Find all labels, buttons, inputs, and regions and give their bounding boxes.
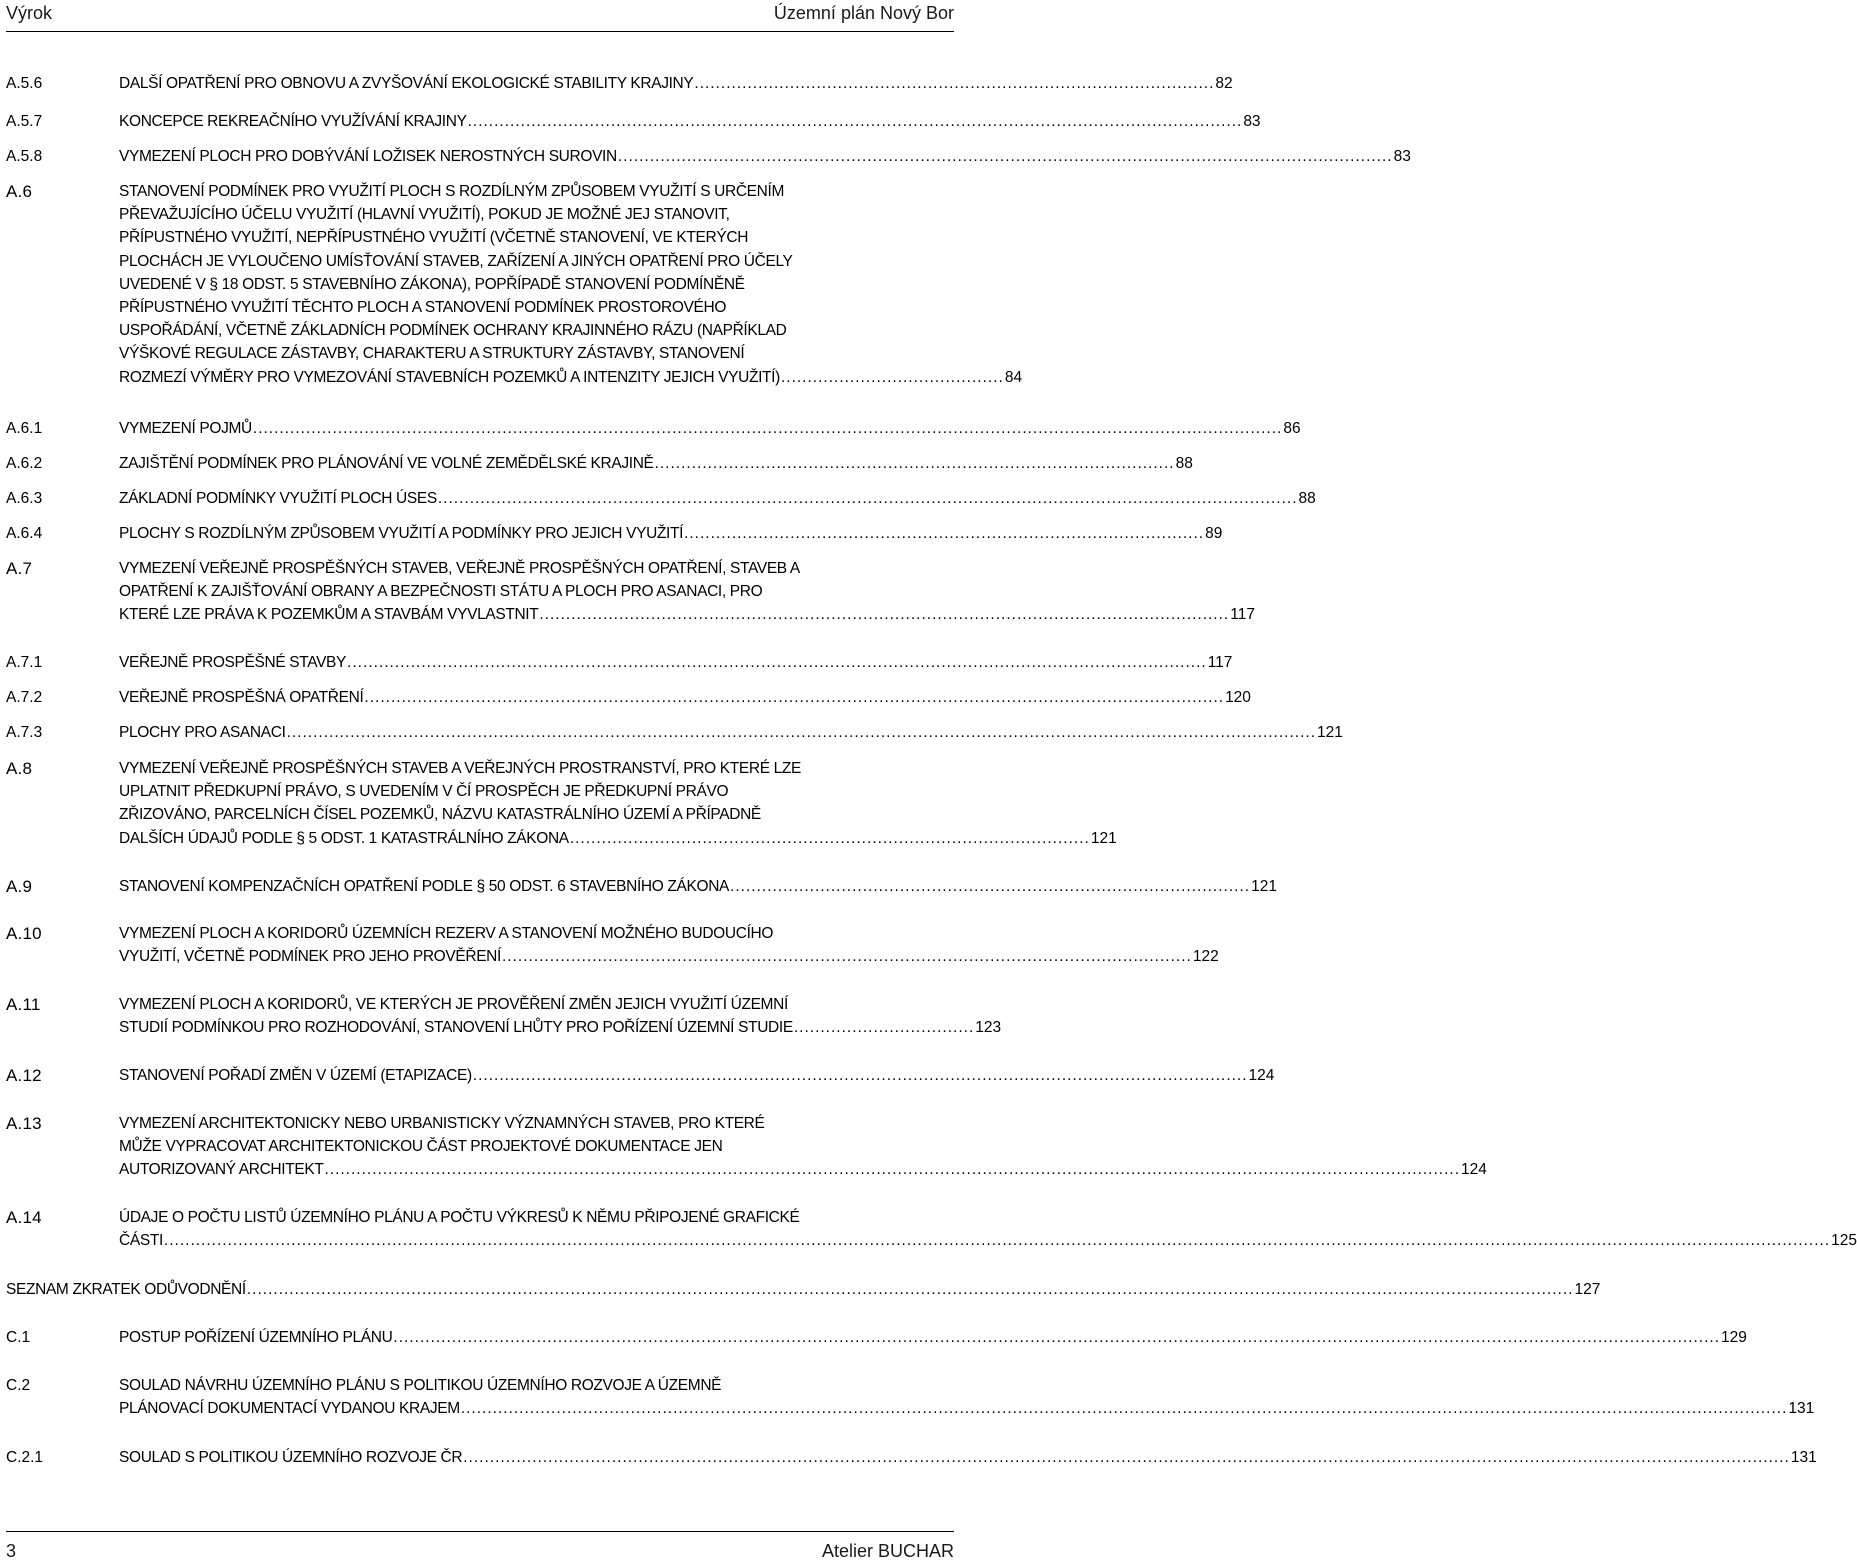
toc-number: A.11 (6, 995, 41, 1014)
toc-title: AUTORIZOVANÝ ARCHITEKT (119, 1161, 324, 1179)
toc-title: VEŘEJNĚ PROSPĚŠNÁ OPATŘENÍ (119, 689, 364, 706)
footer-divider (6, 1531, 954, 1532)
toc-page: 117 (1207, 654, 1233, 671)
toc-page: 123 (975, 1019, 1002, 1037)
toc-number: A.5.8 (6, 148, 43, 165)
toc-page: 124 (1461, 1161, 1487, 1179)
toc-title: DALŠÍ OPATŘENÍ PRO OBNOVU A ZVYŠOVÁNÍ EKOLOGICKÉ STABILITY KRAJINY (119, 75, 694, 92)
toc-title-line: USPOŘÁDÁNÍ, VČETNĚ ZÁKLADNÍCH PODMÍNEK OCHRANY KRAJINNÉHO RÁZU (NAPŘÍKLAD (119, 322, 787, 340)
toc-title-line: VÝŠKOVÉ REGULACE ZÁSTAVBY, CHARAKTERU A STRUKTURY ZÁSTAVBY, STANOVENÍ (119, 345, 745, 363)
toc-title: ZAJIŠTĚNÍ PODMÍNEK PRO PLÁNOVÁNÍ VE VOLNÉ ZEMĚDĚLSKÉ KRAJINĚ (119, 455, 654, 472)
header-document-title: Územní plán Nový Bor (773, 3, 954, 23)
toc-title-line: OPATŘENÍ K ZAJIŠŤOVÁNÍ OBRANY A BEZPEČNOSTI STÁTU A PLOCH PRO ASANACI, PRO (119, 583, 763, 601)
toc-page: 127 (1574, 1281, 1601, 1298)
toc-number: A.7 (6, 559, 33, 578)
toc-number: A.13 (6, 1114, 42, 1133)
toc-page: 83 (1393, 148, 1411, 165)
toc-page: 117 (1230, 606, 1255, 624)
toc-page: 122 (1192, 948, 1219, 966)
toc-title: STANOVENÍ KOMPENZAČNÍCH OPATŘENÍ PODLE § 50 ODST. 6 STAVEBNÍHO ZÁKONA (119, 878, 730, 895)
toc-title: VYUŽITÍ, VČETNĚ PODMÍNEK PRO JEHO PROVĚŘENÍ (119, 948, 501, 966)
toc-title-line: UVEDENÉ V § 18 ODST. 5 STAVEBNÍHO ZÁKONA), POPŘÍPADĚ STANOVENÍ PODMÍNĚNĚ (119, 275, 745, 293)
toc-page: 89 (1205, 525, 1223, 542)
toc-number: A.6.4 (6, 525, 43, 542)
toc-title-line: VYMEZENÍ PLOCH A KORIDORŮ ÚZEMNÍCH REZERV A STANOVENÍ MOŽNÉHO BUDOUCÍHO (119, 925, 774, 942)
footer-page-number: 3 (6, 1541, 17, 1561)
toc-number: A.10 (6, 924, 42, 943)
toc-title: PLOCHY PRO ASANACI (119, 724, 286, 741)
footer-author: Atelier BUCHAR (821, 1541, 954, 1561)
toc-page: 86 (1283, 420, 1301, 437)
toc-number: A.9 (6, 877, 33, 896)
toc-page: 121 (1090, 829, 1117, 847)
toc-number: A.7.1 (6, 654, 43, 671)
toc-title-line: ÚDAJE O POČTU LISTŮ ÚZEMNÍHO PLÁNU A POČTU VÝKRESŮ K NĚMU PŘIPOJENÉ GRAFICKÉ (119, 1209, 800, 1226)
toc-title-line: PLOCHÁCH JE VYLOUČENO UMÍSŤOVÁNÍ STAVEB, ZAŘÍZENÍ A JINÝCH OPATŘENÍ PRO ÚČELY (119, 252, 793, 270)
toc-title: VEŘEJNĚ PROSPĚŠNÉ STAVBY (119, 654, 347, 671)
toc-page: 120 (1225, 689, 1251, 706)
toc-page: 88 (1298, 490, 1316, 507)
toc-title-line: VYMEZENÍ ARCHITEKTONICKY NEBO URBANISTICKY VÝZNAMNÝCH STAVEB, PRO KTERÉ (119, 1115, 765, 1132)
toc-title: SOULAD S POLITIKOU ÚZEMNÍHO ROZVOJE ČR (119, 1449, 463, 1466)
toc-number: A.6.3 (6, 490, 43, 507)
toc-title: KONCEPCE REKREAČNÍHO VYUŽÍVÁNÍ KRAJINY (119, 113, 467, 130)
toc-title: ROZMEZÍ VÝMĚRY PRO VYMEZOVÁNÍ STAVEBNÍCH POZEMKŮ A INTENZITY JEJICH VYUŽITÍ) (119, 368, 780, 386)
toc-number: A.7.2 (6, 689, 43, 706)
toc-title: KTERÉ LZE PRÁVA K POZEMKŮM A STAVBÁM VYVLASTNIT (119, 606, 539, 624)
toc-title-line: UPLATNIT PŘEDKUPNÍ PRÁVO, S UVEDENÍM V ČÍ PROSPĚCH JE PŘEDKUPNÍ PRÁVO (119, 783, 729, 801)
toc-title: SEZNAM ZKRATEK ODŮVODNĚNÍ (6, 1281, 246, 1298)
toc-number: C.2.1 (6, 1449, 44, 1466)
toc-number: A.14 (6, 1208, 42, 1227)
toc-number: C.2 (6, 1377, 31, 1394)
toc-title-line: VYMEZENÍ PLOCH A KORIDORŮ, VE KTERÝCH JE PROVĚŘENÍ ZMĚN JEJICH VYUŽITÍ ÚZEMNÍ (119, 996, 788, 1013)
toc-page: 84 (1004, 368, 1023, 386)
toc-title: STUDIÍ PODMÍNKOU PRO ROZHODOVÁNÍ, STANOVENÍ LHŮTY PRO POŘÍZENÍ ÚZEMNÍ STUDIE (119, 1019, 793, 1037)
toc-number: A.12 (6, 1066, 42, 1085)
header-document-part: Výrok (6, 3, 53, 23)
toc-number: A.6.2 (6, 455, 43, 472)
toc-number: A.6 (6, 182, 33, 201)
toc-number: C.1 (6, 1329, 31, 1346)
toc-number: A.5.7 (6, 113, 43, 130)
toc-page: 121 (1251, 878, 1277, 895)
page-footer (6, 1541, 954, 1563)
table-of-contents: A.5.6 DALŠÍ OPATŘENÍ PRO OBNOVU A ZVYŠOVÁNÍ EKOLOGICKÉ STABILITY KRAJINY .................................................................................................. 82 A.5.7 KONCEPCE REKREAČNÍHO VYUŽÍVÁNÍ KRAJINY .................................................................................................................................................. 83 A.5.8 VYMEZENÍ PLOCH PRO DOBÝVÁNÍ LOŽISEK NEROSTNÝCH SUROVIN .................................................................................................................................................. 83 A.6 STANOVENÍ PODMÍNEK PRO VYUŽITÍ PLOCH S ROZDÍLNÝM ZPŮSOBEM VYUŽITÍ S URČENÍM PŘEVAŽUJÍCÍHO ÚČELU VYUŽITÍ (HLAVNÍ VYUŽITÍ), POKUD JE MOŽNÉ JEJ STANOVIT, PŘÍPUSTNÉHO VYUŽITÍ, NEPŘÍPUSTNÉHO VYUŽITÍ (VČETNĚ STANOVENÍ, VE KTERÝCH PLOCHÁCH JE VYLOUČENO UMÍSŤOVÁNÍ STAVEB, ZAŘÍZENÍ A JINÝCH OPATŘENÍ PRO ÚČELY UVEDENÉ V § 18 ODST. 5 STAVEBNÍHO ZÁKONA), POPŘÍPADĚ STANOVENÍ PODMÍNĚNĚ PŘÍPUSTNÉHO VYUŽITÍ TĚCHTO PLOCH A STANOVENÍ PODMÍNEK PROSTOROVÉHO USPOŘÁDÁNÍ, VČETNĚ ZÁKLADNÍCH PODMÍNEK OCHRANY KRAJINNÉHO RÁZU (NAPŘÍKLAD VÝŠKOVÉ REGULACE ZÁSTAVBY, CHARAKTERU A STRUKTURY ZÁSTAVBY, STANOVENÍ ROZMEZÍ VÝMĚRY PRO VYMEZOVÁNÍ STAVEBNÍCH POZEMKŮ A INTENZITY JEJICH VYUŽITÍ) .......................................... 84 A.6.1 VYMEZENÍ POJMŮ .................................................................................................................................................................................................. 86 A.6.2 ZAJIŠTĚNÍ PODMÍNEK PRO PLÁNOVÁNÍ VE VOLNÉ ZEMĚDĚLSKÉ KRAJINĚ .................................................................................................. 88 A.6.3 ZÁKLADNÍ PODMÍNKY VYUŽITÍ PLOCH ÚSES .................................................................................................................................................................. 88 A.6.4 PLOCHY S ROZDÍLNÝM ZPŮSOBEM VYUŽITÍ A PODMÍNKY PRO JEJICH VYUŽITÍ .................................................................................................. 89 A.7 VYMEZENÍ VEŘEJNĚ PROSPĚŠNÝCH STAVEB, VEŘEJNĚ PROSPĚŠNÝCH OPATŘENÍ, STAVEB A OPATŘENÍ K ZAJIŠŤOVÁNÍ OBRANY A BEZPEČNOSTI STÁTU A PLOCH PRO ASANACI, PRO KTERÉ LZE PRÁVA K POZEMKŮM A STAVBÁM VYVLASTNIT .................................................................................................................................. 117 A.7.1 VEŘEJNĚ PROSPĚŠNÉ STAVBY .................................................................................................................................................................. 117 A.7.2 VEŘEJNĚ PROSPĚŠNÁ OPATŘENÍ .................................................................................................................................................................. 120 A.7.3 PLOCHY PRO ASANACI .................................................................................................................................................................................................. 121 A.8 VYMEZENÍ VEŘEJNĚ PROSPĚŠNÝCH STAVEB A VEŘEJNÝCH PROSTRANSTVÍ, PRO KTERÉ LZE UPLATNIT PŘEDKUPNÍ PRÁVO, S UVEDENÍM V ČÍ PROSPĚCH JE PŘEDKUPNÍ PRÁVO ZŘIZOVÁNO, PARCELNÍCH ČÍSEL POZEMKŮ, NÁZVU KATASTRÁLNÍHO ÚZEMÍ A PŘÍPADNĚ DALŠÍCH ÚDAJŮ PODLE § 5 ODST. 1 KATASTRÁLNÍHO ZÁKONA .................................................................................................. 121 A.9 STANOVENÍ KOMPENZAČNÍCH OPATŘENÍ PODLE § 50 ODST. 6 STAVEBNÍHO ZÁKONA .................................................................................................. 121 A.10 VYMEZENÍ PLOCH A KORIDORŮ ÚZEMNÍCH REZERV A STANOVENÍ MOŽNÉHO BUDOUCÍHO VYUŽITÍ, VČETNĚ PODMÍNEK PRO JEHO PROVĚŘENÍ .................................................................................................................................. 122 A.11 VYMEZENÍ PLOCH A KORIDORŮ, VE KTERÝCH JE PROVĚŘENÍ ZMĚN JEJICH VYUŽITÍ ÚZEMNÍ STUDIÍ PODMÍNKOU PRO ROZHODOVÁNÍ, STANOVENÍ LHŮTY PRO POŘÍZENÍ ÚZEMNÍ STUDIE .................................. 123 A.12 STANOVENÍ POŘADÍ ZMĚN V ÚZEMÍ (ETAPIZACE) .................................................................................................................................................. 124 A.13 VYMEZENÍ ARCHITEKTONICKY NEBO URBANISTICKY VÝZNAMNÝCH STAVEB, PRO KTERÉ MŮŽE VYPRACOVAT ARCHITEKTONICKOU ČÁST PROJEKTOVÉ DOKUMENTACE JEN AUTORIZOVANÝ ARCHITEKT ...................................................................................................................................................................................................................... 124 A.14 ÚDAJE O POČTU LISTŮ ÚZEMNÍHO PLÁNU A POČTU VÝKRESŮ K NĚMU PŘIPOJENÉ GRAFICKÉ ČÁSTI .......................................................................................................................................................................................................................................................................................................................... 125 SEZNAM ZKRATEK ODŮVODNĚNÍ .......................................................................................................................................................................................................................................................... 127 C.1 POSTUP POŘÍZENÍ ÚZEMNÍHO PLÁNU .......................................................................................................................................................................................................................................................... 129 C.2 SOULAD NÁVRHU ÚZEMNÍHO PLÁNU S POLITIKOU ÚZEMNÍHO ROZVOJE A ÚZEMNĚ PLÁNOVACÍ DOKUMENTACÍ VYDANOU KRAJEM .......................................................................................................................................................................................................................................................... 131 C.2.1 SOULAD S POLITIKOU ÚZEMNÍHO ROZVOJE ČR .......................................................................................................................................................................................................................................................... 131 (0, 0, 960, 1565)
toc-number: A.7.3 (6, 724, 43, 741)
toc-title-line: STANOVENÍ PODMÍNEK PRO VYUŽITÍ PLOCH S ROZDÍLNÝM ZPŮSOBEM VYUŽITÍ S URČENÍM (119, 183, 785, 200)
toc-page: 129 (1721, 1329, 1747, 1346)
toc-title: STANOVENÍ POŘADÍ ZMĚN V ÚZEMÍ (ETAPIZACE) (119, 1067, 472, 1084)
toc-page: 83 (1243, 113, 1261, 130)
toc-title: VYMEZENÍ POJMŮ (119, 420, 252, 437)
toc-title-line: ZŘIZOVÁNO, PARCELNÍCH ČÍSEL POZEMKŮ, NÁZVU KATASTRÁLNÍHO ÚZEMÍ A PŘÍPADNĚ (119, 806, 761, 824)
toc-page: 125 (1831, 1232, 1857, 1250)
toc-page: 124 (1248, 1067, 1275, 1084)
toc-title-line: PŘÍPUSTNÉHO VYUŽITÍ TĚCHTO PLOCH A STANOVENÍ PODMÍNEK PROSTOROVÉHO (119, 299, 727, 317)
toc-title: ZÁKLADNÍ PODMÍNKY VYUŽITÍ PLOCH ÚSES (119, 490, 437, 507)
toc-title: POSTUP POŘÍZENÍ ÚZEMNÍHO PLÁNU (119, 1329, 393, 1346)
toc-number: A.8 (6, 759, 33, 778)
toc-title-line: VYMEZENÍ VEŘEJNĚ PROSPĚŠNÝCH STAVEB, VEŘEJNĚ PROSPĚŠNÝCH OPATŘENÍ, STAVEB A (119, 560, 800, 577)
toc-title: DALŠÍCH ÚDAJŮ PODLE § 5 ODST. 1 KATASTRÁLNÍHO ZÁKONA (119, 829, 569, 847)
toc-title-line: PŘEVAŽUJÍCÍHO ÚČELU VYUŽITÍ (HLAVNÍ VYUŽITÍ), POKUD JE MOŽNÉ JEJ STANOVIT, (119, 206, 730, 224)
toc-page: 131 (1790, 1449, 1817, 1466)
toc-title-line: VYMEZENÍ VEŘEJNĚ PROSPĚŠNÝCH STAVEB A VEŘEJNÝCH PROSTRANSTVÍ, PRO KTERÉ LZE (119, 760, 802, 777)
toc-title: VYMEZENÍ PLOCH PRO DOBÝVÁNÍ LOŽISEK NEROSTNÝCH SUROVIN (119, 148, 617, 165)
toc-title: PLÁNOVACÍ DOKUMENTACÍ VYDANOU KRAJEM (119, 1400, 460, 1418)
toc-page: 82 (1215, 75, 1233, 92)
toc-number: A.6.1 (6, 420, 43, 437)
toc-page: 121 (1317, 724, 1343, 741)
toc-number: A.5.6 (6, 75, 43, 92)
toc-page: 131 (1788, 1400, 1815, 1418)
toc-title: ČÁSTI (119, 1232, 163, 1250)
toc-title-line: MŮŽE VYPRACOVAT ARCHITEKTONICKOU ČÁST PROJEKTOVÉ DOKUMENTACE JEN (119, 1138, 723, 1156)
toc-title-line: PŘÍPUSTNÉHO VYUŽITÍ, NEPŘÍPUSTNÉHO VYUŽITÍ (VČETNĚ STANOVENÍ, VE KTERÝCH (119, 229, 749, 247)
toc-title-line: SOULAD NÁVRHU ÚZEMNÍHO PLÁNU S POLITIKOU ÚZEMNÍHO ROZVOJE A ÚZEMNĚ (119, 1377, 722, 1394)
toc-title: PLOCHY S ROZDÍLNÝM ZPŮSOBEM VYUŽITÍ A PODMÍNKY PRO JEJICH VYUŽITÍ (119, 525, 684, 542)
toc-page: 88 (1175, 455, 1193, 472)
